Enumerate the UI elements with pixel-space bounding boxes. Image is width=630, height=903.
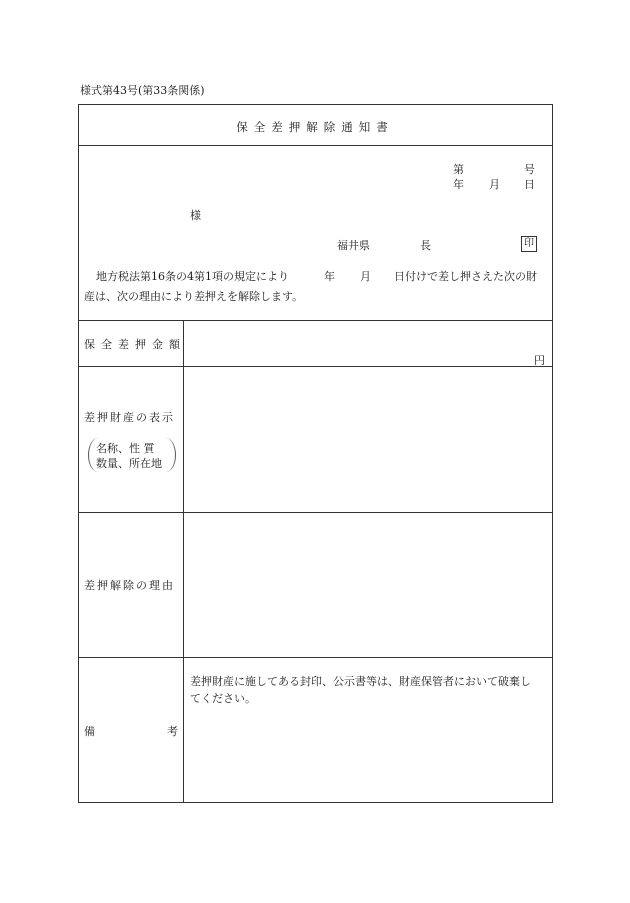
number-suffix: 号 <box>524 163 535 176</box>
remarks-text-1: 差押財産に施してある封印、公示書等は、財産保管者において破棄し <box>190 675 531 688</box>
table-divider-property <box>78 512 553 513</box>
number-prefix: 第 <box>453 163 464 176</box>
table-border-bottom <box>78 802 553 803</box>
table-column-divider <box>183 320 184 802</box>
property-sub2: 数量、所在地 <box>96 457 162 470</box>
amount-unit: 円 <box>534 354 545 367</box>
table-border-top <box>78 104 553 105</box>
issuer-prefecture: 福井県 <box>337 239 370 252</box>
form-number: 様式第43号(第33条関係) <box>80 84 205 97</box>
property-sub1: 名称、性 質 <box>96 442 155 455</box>
table-divider-title <box>78 145 553 146</box>
date-month: 月 <box>489 178 500 191</box>
date-day: 日 <box>524 178 535 191</box>
body-line2: 産は、次の理由により差押えを解除します。 <box>84 290 304 303</box>
body-line1-year: 年 <box>324 270 335 283</box>
body-line1-month: 月 <box>360 270 371 283</box>
body-line1-a: 地方税法第16条の4第1項の規定により <box>96 270 289 283</box>
remarks-label-1: 備 <box>84 725 95 738</box>
table-border-right <box>552 104 553 802</box>
table-border-left <box>78 104 79 802</box>
date-year: 年 <box>453 178 464 191</box>
body-line1-b: 日付けで差し押さえた次の財 <box>394 270 537 283</box>
issuer-title: 長 <box>420 239 431 252</box>
addressee-suffix: 様 <box>190 209 201 222</box>
document-title: 保全差押解除通知書 <box>236 120 394 134</box>
reason-label: 差押解除の理由 <box>84 579 175 592</box>
amount-label: 保全差押金額 <box>84 338 186 351</box>
remarks-label-2: 考 <box>167 725 178 738</box>
remarks-text-2: てください。 <box>190 692 256 705</box>
seal-mark: 印 <box>521 236 537 252</box>
property-label: 差押財産の表示 <box>84 411 175 424</box>
table-divider-reason <box>78 657 553 658</box>
table-divider-header <box>78 320 553 321</box>
table-divider-amount <box>78 366 553 367</box>
